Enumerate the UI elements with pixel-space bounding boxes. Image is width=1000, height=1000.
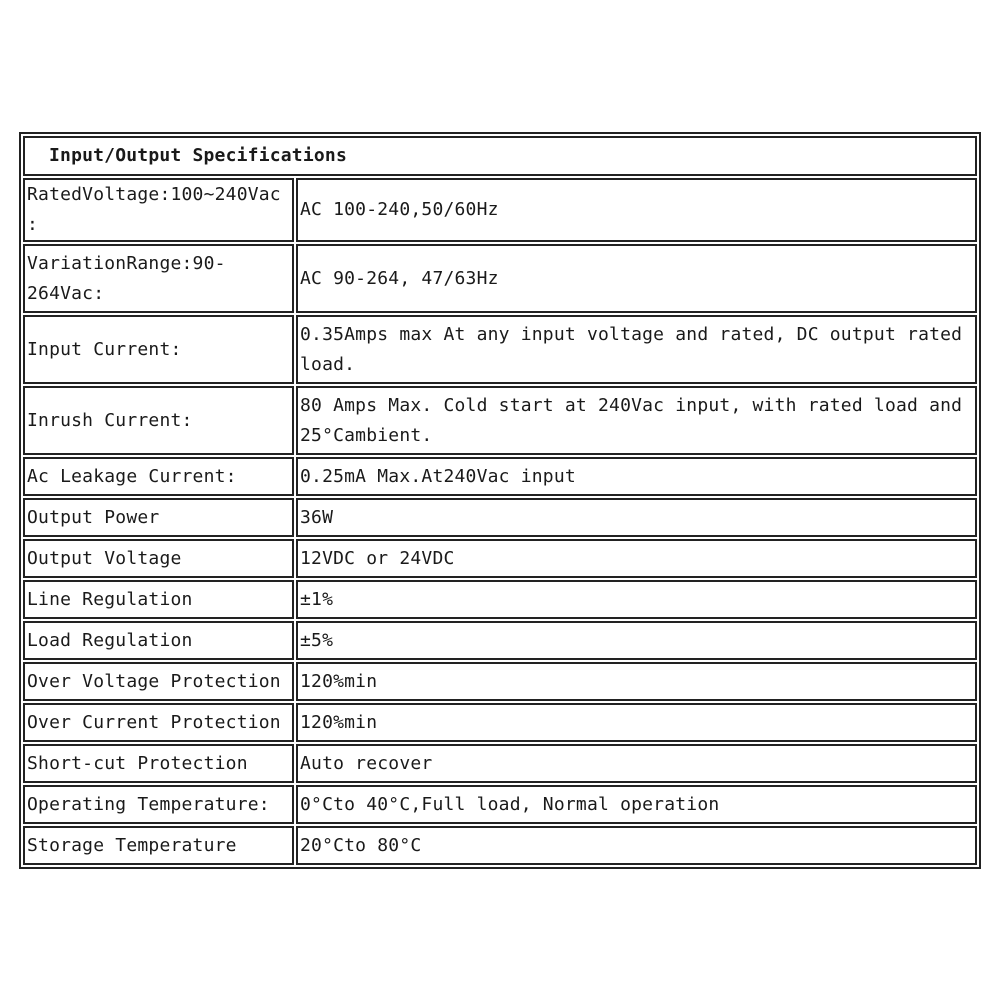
spec-label: Input Current: — [23, 315, 294, 384]
spec-value: ±1% — [296, 580, 977, 619]
table-row — [23, 386, 977, 455]
spec-label: Inrush Current: — [23, 386, 294, 455]
spec-value: 20°Cto 80°C — [296, 826, 977, 865]
spec-value: 0°Cto 40°C,Full load, Normal operation — [296, 785, 977, 824]
table-row — [23, 580, 977, 619]
table-body — [23, 178, 977, 865]
table-row — [23, 785, 977, 824]
spec-label: Line Regulation — [23, 580, 294, 619]
table-row — [23, 315, 977, 384]
table-row — [23, 826, 977, 865]
spec-value: 36W — [296, 498, 977, 537]
spec-value: 120%min — [296, 662, 977, 701]
spec-label: Over Current Protection — [23, 703, 294, 742]
spec-value: 120%min — [296, 703, 977, 742]
spec-label: Over Voltage Protection — [23, 662, 294, 701]
spec-value: AC 100-240,50/60Hz — [296, 178, 977, 242]
spec-table — [19, 132, 981, 869]
spec-label: Load Regulation — [23, 621, 294, 660]
table-title: Input/Output Specifications — [23, 136, 977, 176]
spec-value: 0.35Amps max At any input voltage and rated, DC output rated load. — [296, 315, 977, 384]
spec-value: 80 Amps Max. Cold start at 240Vac input, with rated load and 25°Cambient. — [296, 386, 977, 455]
spec-label: Storage Temperature — [23, 826, 294, 865]
table-row — [23, 621, 977, 660]
table-row — [23, 244, 977, 313]
spec-label: VariationRange:90-264Vac: — [23, 244, 294, 313]
table-row — [23, 703, 977, 742]
spec-label: Output Voltage — [23, 539, 294, 578]
table-header-row — [23, 136, 977, 176]
table-row — [23, 498, 977, 537]
spec-value: AC 90-264, 47/63Hz — [296, 244, 977, 313]
table-row — [23, 457, 977, 496]
table-row — [23, 178, 977, 242]
spec-value: ±5% — [296, 621, 977, 660]
spec-value: Auto recover — [296, 744, 977, 783]
spec-value: 12VDC or 24VDC — [296, 539, 977, 578]
table-row — [23, 662, 977, 701]
spec-label: Short-cut Protection — [23, 744, 294, 783]
spec-label: RatedVoltage:100~240Vac: — [23, 178, 294, 242]
spec-label: Ac Leakage Current: — [23, 457, 294, 496]
spec-label: Operating Temperature: — [23, 785, 294, 824]
table-row — [23, 539, 977, 578]
spec-label: Output Power — [23, 498, 294, 537]
spec-value: 0.25mA Max.At240Vac input — [296, 457, 977, 496]
table-row — [23, 744, 977, 783]
